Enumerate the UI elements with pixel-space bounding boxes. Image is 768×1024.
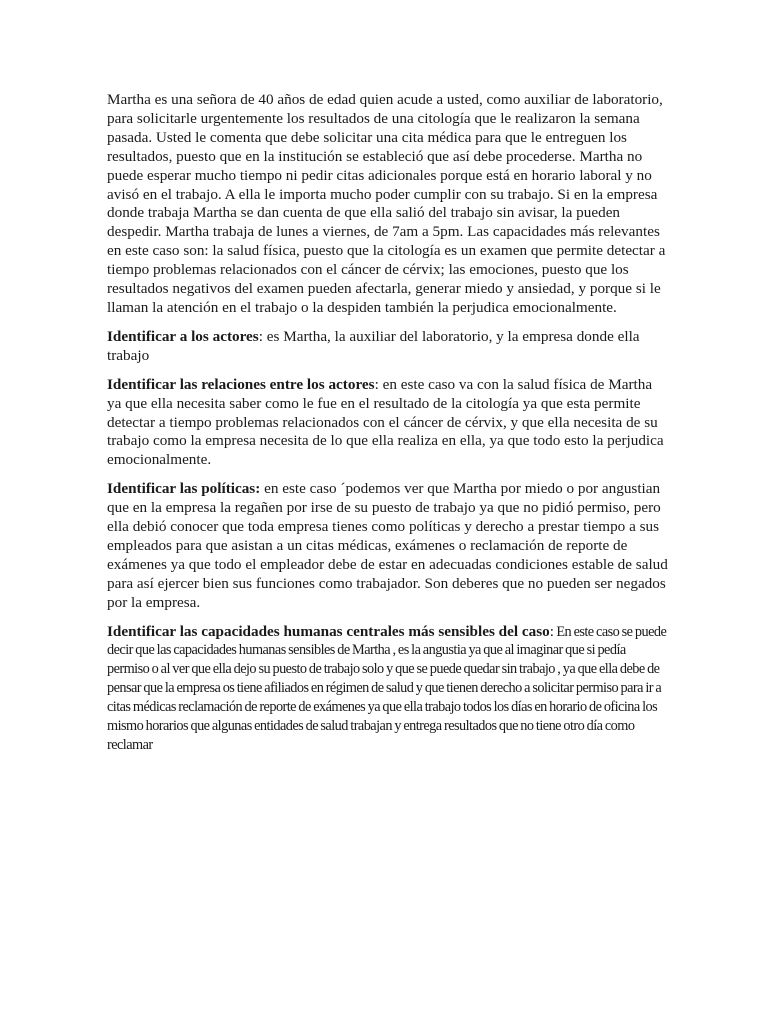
section-relations-sep: : [374,375,379,393]
section-actors [107,328,669,366]
section-capabilities-body: En este caso se puede decir que las capacidades humanas sensibles de Martha , es la angustia ya que al imaginar que si pedía permiso o al ver que ella dejo su puesto de trabajo solo y que se puede quedar sin trabajo , ya que ella debe de pensar que la empresa os tiene afiliados en régimen de salud y que tienen derecho a solicitar permiso para ir a citas médicas reclamación de reporte de exámenes ya que ella trabajo todos los días en horario de oficina los mismo horarios que algunas entidades de salud trabajan y entrega resultados que no tiene otro día como reclamar [107,623,667,753]
section-actors-sep: : [258,327,263,345]
intro-paragraph: Martha es una señora de 40 años de edad quien acude a usted, como auxiliar de laboratorio, para solicitarle urgentemente los resultados de una citología que le realizaron la semana pasada. Usted le comenta que debe solicitar una cita médica para que le entreguen los resultados, puesto que en la institución se estableció que así debe procederse. Martha no puede esperar mucho tiempo ni pedir citas adicionales porque está en horario laboral y no avisó en el trabajo. A ella le importa mucho poder cumplir con su trabajo. Si en la empresa donde trabaja Martha se dan cuenta de que ella salió del trabajo sin avisar, la pueden despedir. Martha trabaja de lunes a viernes, de 7am a 5pm. Las capacidades más relevantes en este caso son: la salud física, puesto que la citología es un examen que permite detectar a tiempo problemas relacionados con el cáncer de cérvix; las emociones, puesto que los resultados negativos del examen pueden afectarla, generar miedo y ansiedad, y porque si le llaman la atención en el trabajo o la despiden también la perjudica emocionalmente. [107,91,666,316]
section-capabilities-sep: : [549,622,554,640]
section-policies [107,480,669,612]
document-page [107,91,669,765]
section-capabilities-heading: Identificar las capacidades humanas centrales más sensibles del caso [107,622,550,640]
section-actors-body: es Martha, la auxiliar del laboratorio, y la empresa donde ella trabajo [107,327,640,364]
section-relations-heading: Identificar las relaciones entre los actores [107,375,375,393]
section-relations-body: en este caso va con la salud física de Martha ya que ella necesita saber como le fue en el resultado de la citología ya que esta permite detectar a tiempo problemas relacionados con el cáncer de cérvix, y que ella necesita de su trabajo como la empresa necesita de lo que ella realiza en ella, ya que todo esto la perjudica emocionalmente. [107,375,664,469]
section-policies-heading: Identificar las políticas: [107,480,261,498]
section-actors-heading: Identificar a los actores [107,327,259,345]
section-capabilities [107,623,669,755]
section-policies-body: en este caso ´podemos ver que Martha por miedo o por angustian que en la empresa la regañen por irse de su puesto de trabajo ya que no pidió permiso, pero ella debió conocer que toda empresa tienes como políticas y derecho a prestar tiempo a sus empleados para que asistan a un citas médicas, exámenes o reclamación de reporte de exámenes ya que todo el empleador debe de estar en adecuadas condiciones estable de salud para así ejercer bien sus funciones como trabajador. Son deberes que no pueden ser negados por la empresa. [107,480,668,611]
section-relations [107,376,669,471]
